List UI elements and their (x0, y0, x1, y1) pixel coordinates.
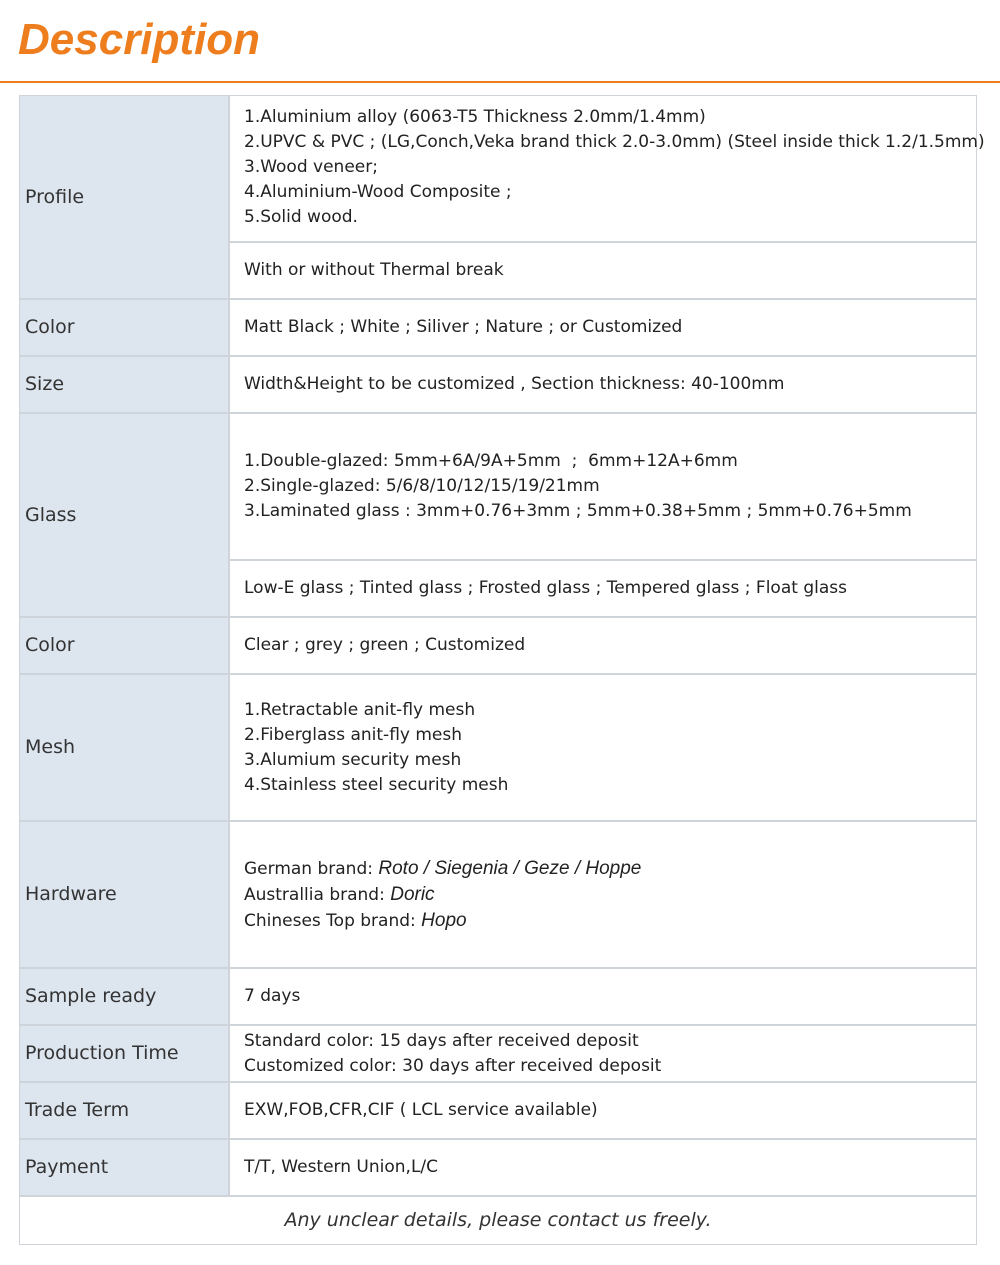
hardware-label: Hardware (20, 822, 228, 967)
hardware-line: Australlia brand: Doric (244, 883, 435, 905)
hardware-brands: Doric (390, 883, 435, 905)
spec-table (19, 95, 985, 1245)
hardware-value (230, 822, 976, 967)
glass-line: 2.Single-glazed: 5/6/8/10/12/15/19/21mm (244, 476, 600, 496)
glass-line: 1.Double-glazed: 5mm+6A/9A+5mm ; 6mm+12A+6mm (244, 451, 738, 471)
size-value: Width&Height to be customized , Section thickness: 40-100mm (230, 357, 976, 412)
mesh-value (230, 675, 976, 820)
trade-value: EXW,FOB,CFR,CIF ( LCL service available) (230, 1083, 976, 1138)
profile-materials (230, 96, 985, 241)
hardware-brands: Hopo (421, 909, 467, 931)
payment-value: T/T, Western Union,L/C (230, 1140, 976, 1195)
profile-line: 5.Solid wood. (244, 207, 358, 227)
mesh-line: 4.Stainless steel security mesh (244, 774, 509, 795)
hardware-brands: Roto / Siegenia / Geze / Hoppe (378, 857, 642, 879)
production-label: Production Time (20, 1026, 228, 1081)
page-title: Description (18, 15, 261, 64)
mesh-line: 3.Alumium security mesh (244, 749, 462, 770)
glass-color-value: Clear ; grey ; green ; Customized (230, 618, 976, 673)
hardware-line: Chineses Top brand: Hopo (244, 909, 467, 931)
glass-types (230, 414, 976, 559)
payment-label: Payment (20, 1140, 228, 1195)
glass-label: Glass (20, 414, 228, 616)
glass-line: 3.Laminated glass : 3mm+0.76+3mm ; 5mm+0.38+5mm ; 5mm+0.76+5mm (244, 501, 912, 521)
production-value (230, 1026, 976, 1081)
profile-line: 1.Aluminium alloy (6063-T5 Thickness 2.0mm/1.4mm) (244, 107, 706, 127)
profile-thermal: With or without Thermal break (230, 243, 976, 298)
frame-color-label: Color (20, 300, 228, 355)
profile-line: 2.UPVC & PVC ; (LG,Conch,Veka brand thick 2.0-3.0mm) (Steel inside thick 1.2/1.5mm) (244, 132, 985, 152)
hardware-line: German brand: Roto / Siegenia / Geze / Hoppe (244, 857, 642, 879)
production-line: Standard color: 15 days after received deposit (244, 1030, 639, 1051)
profile-label: Profile (20, 96, 228, 298)
frame-color-value: Matt Black ; White ; Siliver ; Nature ; or Customized (230, 300, 976, 355)
sample-value: 7 days (230, 969, 976, 1024)
mesh-line: 1.Retractable anit-fly mesh (244, 699, 476, 720)
glass-options: Low-E glass ; Tinted glass ; Frosted glass ; Tempered glass ; Float glass (230, 561, 976, 616)
mesh-line: 2.Fiberglass anit-fly mesh (244, 724, 463, 745)
profile-line: 3.Wood veneer; (244, 157, 378, 177)
trade-label: Trade Term (20, 1083, 228, 1138)
sample-label: Sample ready (20, 969, 228, 1024)
profile-line: 4.Aluminium-Wood Composite ; (244, 182, 512, 202)
glass-color-label: Color (20, 618, 228, 673)
mesh-label: Mesh (20, 675, 228, 820)
footer-note: Any unclear details, please contact us freely. (20, 1197, 976, 1244)
production-line: Customized color: 30 days after received deposit (244, 1055, 662, 1076)
size-label: Size (20, 357, 228, 412)
